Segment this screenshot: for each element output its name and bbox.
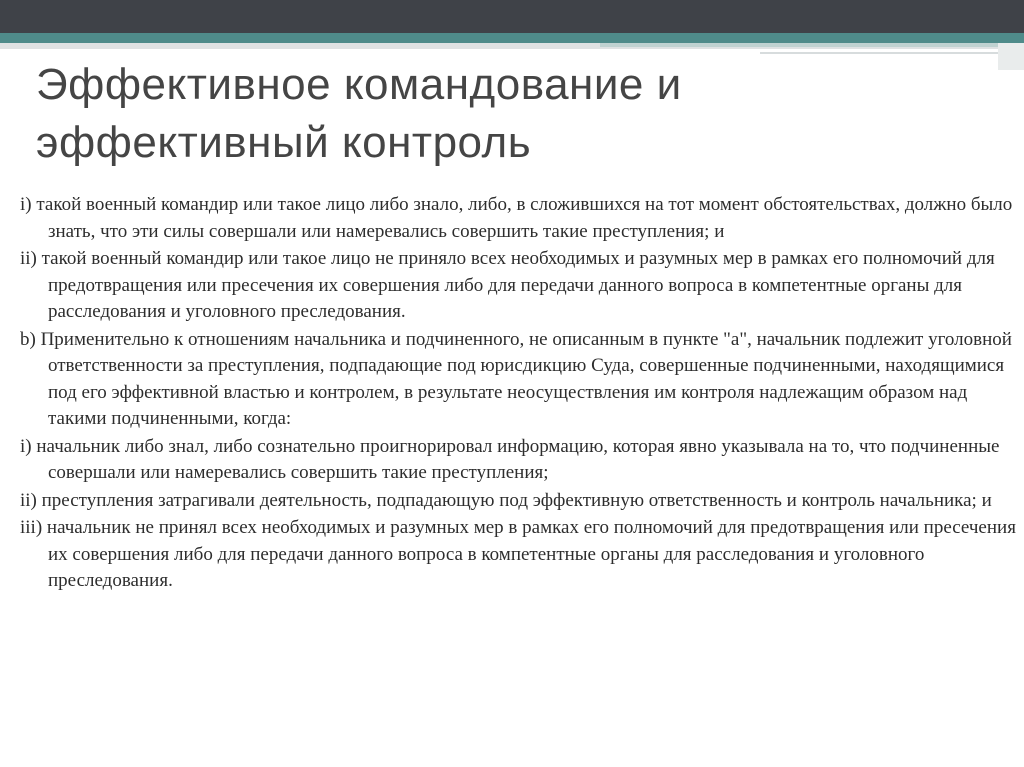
header-band-dark [0,0,1024,33]
body-paragraph-4: i) начальник либо знал, либо сознательно проигнорировал информацию, которая явно указывала на то, что подчиненные совершали или намеревались совершить такие преступления; [20,435,1000,483]
slide-title [36,56,986,172]
header-decor-line [760,52,1000,54]
header-band-teal [0,33,1024,43]
body-paragraph-3: b) Применительно к отношениям начальника и подчиненного, не описанным в пункте "a", начальник подлежит уголовной ответственности за преступления, подпадающие под юрисдикцию Суда, совершенные подчиненными, находящимися под его эффективной властью и контролем, в результате неосуществления им контроля надлежащим образом над такими подчиненными, когда: [20,328,1012,429]
header-decor-line [600,43,1024,47]
slide-title-line-2: эффективный контроль [36,118,532,167]
header-decor-corner [998,0,1024,70]
body-paragraph-2: ii) такой военный командир или такое лицо не приняло всех необходимых и разумных мер в рамках его полномочий для предотвращения или пресечения их совершения либо для передачи данного вопроса в компетентные органы для расследования и уголовного преследования. [20,248,995,322]
body-paragraph-5: ii) преступления затрагивали деятельность, подпадающую под эффективную ответственность и контроль начальника; и [20,489,992,511]
body-paragraph-6: iii) начальник не принял всех необходимых и разумных мер в рамках его полномочий для предотвращения или пресечения их совершения либо для передачи данного вопроса в компетентные органы для расследования и уголовного преследования. [20,517,1016,591]
body-paragraph-1: i) такой военный командир или такое лицо либо знало, либо, в сложившихся на тот момент обстоятельствах, должно было знать, что эти силы совершали или намеревались совершить такие преступления; и [20,194,1013,242]
slide-body [20,192,1016,596]
slide-title-line-1: Эффективное командование и [36,60,682,109]
